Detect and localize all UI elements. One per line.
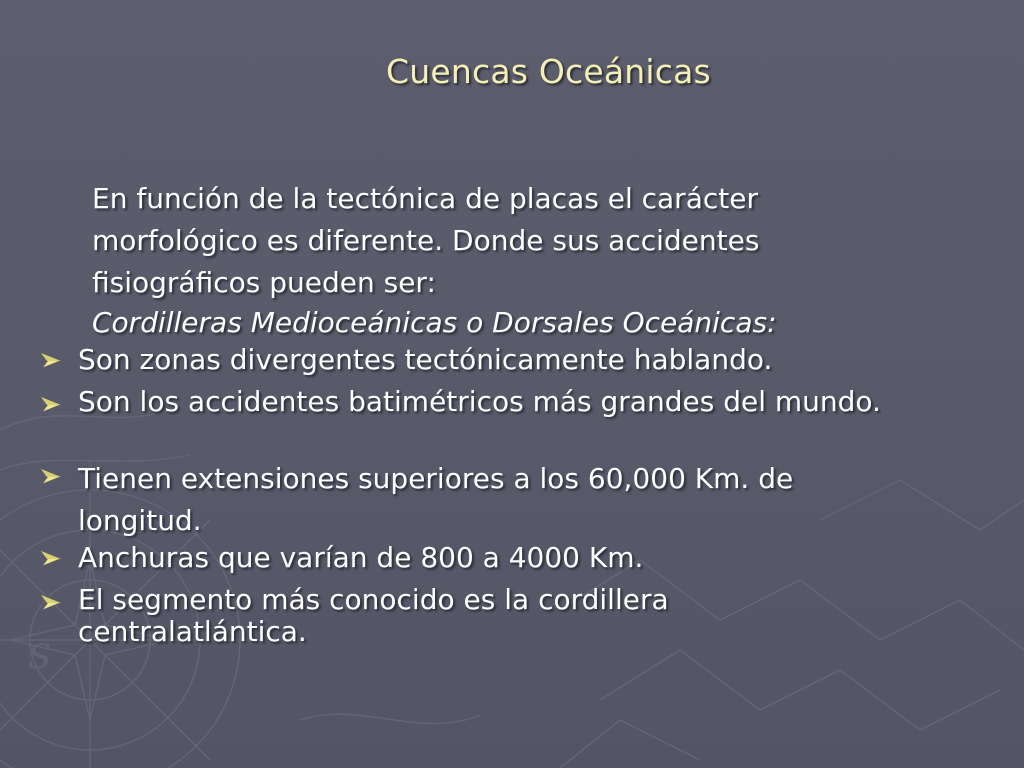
bullet-text: Son los accidentes batimétricos más grandes del mundo.	[78, 385, 881, 418]
arrowhead-bullet-icon	[40, 396, 62, 414]
svg-text:S: S	[28, 637, 52, 677]
arrowhead-bullet-icon	[40, 594, 62, 612]
arrowhead-bullet-icon	[40, 468, 62, 486]
bullet-text: Anchuras que varían de 800 a 4000 Km.	[78, 541, 644, 574]
arrowhead-bullet-icon	[40, 550, 62, 568]
bullet-text: Tienen extensiones superiores a los 60,000 Km. de longitud.	[78, 462, 794, 537]
section-subheading: Cordilleras Medioceánicas o Dorsales Oceánicas:	[92, 306, 777, 339]
bullet-text: El segmento más conocido es la cordillera centralatlántica.	[78, 583, 669, 648]
intro-paragraph: En función de la tectónica de placas el carácter morfológico es diferente. Donde sus accidentes fisiográficos pueden ser:	[92, 182, 760, 299]
bullet-text: Son zonas divergentes tectónicamente hablando.	[78, 343, 773, 376]
slide-title: Cuencas Oceánicas	[386, 52, 711, 91]
arrowhead-bullet-icon	[40, 352, 62, 370]
